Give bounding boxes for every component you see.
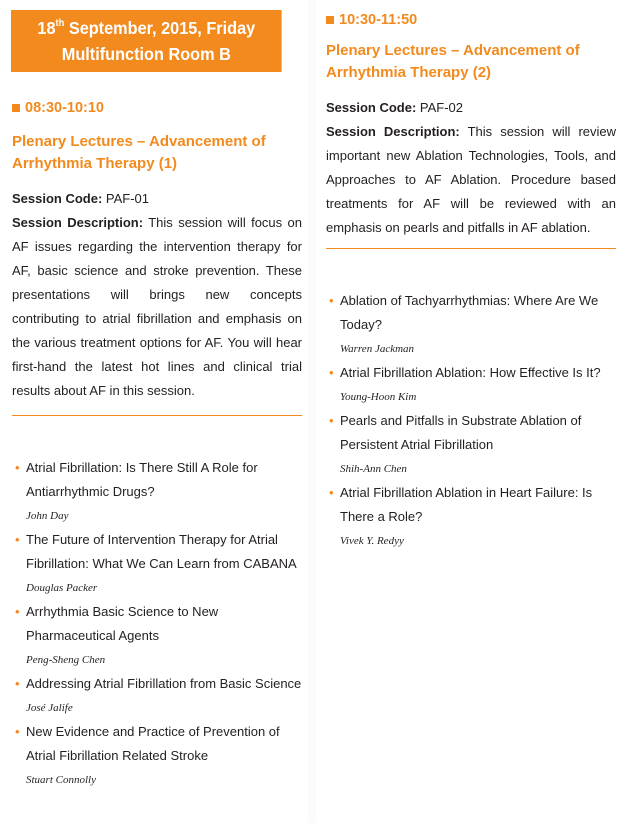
session-description-label: Session Description: [326,124,460,139]
talk-title: The Future of Intervention Therapy for Atrial Fibrillation: What We Can Learn from CABANA [26,532,297,571]
session-1-rule [12,415,302,416]
talk-title: Atrial Fibrillation Ablation in Heart Failure: Is There a Role? [340,485,593,524]
bullet-icon: • [15,676,20,691]
banner-day: 18 [37,18,56,38]
talk-title: Atrial Fibrillation: Is There Still A Role for Antiarrhythmic Drugs? [26,460,258,499]
talk-speaker: Stuart Connolly [26,774,96,786]
session-description-text: This session will review important new Ablation Technologies, Tools, and Approaches to AF Ablation. Procedure based treatments for AF will be reviewed with an emphasis on pearls and pitfalls in AF ablation. [326,124,617,235]
bullet-icon: • [15,724,20,739]
square-bullet-icon [12,104,20,112]
talk-item [326,409,616,477]
session-code-label: Session Code: [12,191,103,206]
session-1-talk-list [12,456,302,788]
talk-item [326,481,616,549]
talk-speaker: Douglas Packer [26,582,98,594]
talk-speaker: Vivek Y. Redyy [340,535,404,547]
talk-title: Atrial Fibrillation Ablation: How Effective Is It? [340,365,601,380]
talk-speaker: José Jalife [26,702,73,714]
left-column [12,0,302,792]
session-code-value: PAF-01 [102,191,150,206]
session-2-description [326,120,616,240]
talk-title: Ablation of Tachyarrhythmias: Where Are We Today? [340,293,599,332]
talk-item [12,528,302,596]
session-2-code [326,96,616,120]
bullet-icon: • [329,293,334,308]
session-2-title: Plenary Lectures – Advancement of Arrhythmia Therapy (2) [326,42,580,81]
session-1-code [12,187,302,211]
talk-item [12,672,302,716]
square-bullet-icon [326,16,334,24]
session-2-rule [326,248,616,249]
session-code-label: Session Code: [326,100,417,115]
talk-title: New Evidence and Practice of Prevention of Atrial Fibrillation Related Stroke [26,724,280,763]
banner-day-suffix: th [55,18,65,29]
day-banner [11,10,282,72]
banner-room: Multifunction Room B [61,44,231,64]
session-description-label: Session Description: [12,215,144,230]
session-code-value: PAF-02 [416,100,464,115]
talk-speaker: Young-Hoon Kim [340,391,417,403]
session-2-talk-list [326,289,616,549]
talk-item [12,456,302,524]
banner-date [11,15,282,41]
talk-title: Arrhythmia Basic Science to New Pharmaceutical Agents [26,604,219,643]
bullet-icon: • [329,365,334,380]
talk-item [12,720,302,788]
bullet-icon: • [15,604,20,619]
bullet-icon: • [15,460,20,475]
right-column [326,0,616,553]
session-2-time [326,10,616,30]
talk-title: Pearls and Pitfalls in Substrate Ablation of Persistent Atrial Fibrillation [340,413,582,452]
talk-speaker: John Day [26,510,69,522]
talk-speaker: Peng-Sheng Chen [26,654,106,666]
session-1-description [12,211,302,403]
talk-item [12,600,302,668]
column-gutter [308,0,316,823]
banner-date-rest: September, 2015, Friday [64,18,256,38]
session-1 [12,98,302,788]
session-2 [326,10,616,549]
bullet-icon: • [329,485,334,500]
talk-item [326,289,616,357]
bullet-icon: • [15,532,20,547]
session-description-text: This session will focus on AF issues regarding the intervention therapy for AF, basic science and stroke prevention. These presentations will brings new concepts contributing to atrial fibrillation and emphasis on the various treatment options for AF. You will hear first-hand the latest hot lines and clinical trial results about AF in this session. [12,215,303,398]
session-2-time-text: 10:30-11:50 [339,12,418,28]
talk-item [326,361,616,405]
session-1-time [12,98,302,118]
session-1-title: Plenary Lectures – Advancement of Arrhythmia Therapy (1) [12,133,266,172]
bullet-icon: • [329,413,334,428]
session-1-time-text: 08:30-10:10 [25,100,104,116]
talk-speaker: Shih-Ann Chen [340,463,407,475]
talk-title: Addressing Atrial Fibrillation from Basic Science [26,676,302,691]
talk-speaker: Warren Jackman [340,343,415,355]
